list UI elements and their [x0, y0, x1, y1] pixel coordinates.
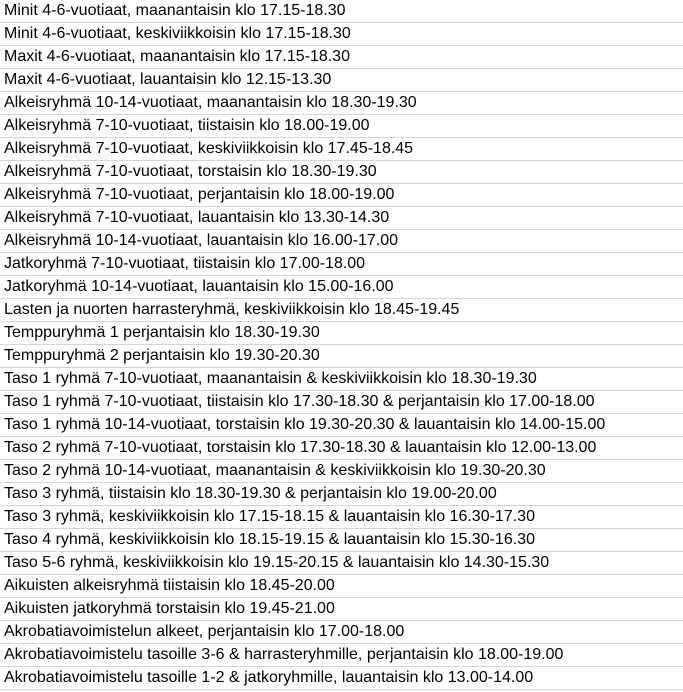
cell-text: Taso 2 ryhmä 7-10-vuotiaat, torstaisin klo 17.30-18.30 & lauantaisin klo 12.00-13.00: [4, 439, 597, 456]
cell-text: Akrobatiavoimistelun alkeet, perjantaisin klo 17.00-18.00: [4, 623, 405, 640]
table-row[interactable]: [0, 23, 683, 46]
table-row[interactable]: [0, 667, 683, 690]
table-row[interactable]: [0, 345, 683, 368]
cell-text: Taso 1 ryhmä 7-10-vuotiaat, maanantaisin & keskiviikkoisin klo 18.30-19.30: [4, 370, 537, 387]
table-row[interactable]: [0, 598, 683, 621]
table-row[interactable]: [0, 437, 683, 460]
table-row[interactable]: [0, 368, 683, 391]
cell-text: Alkeisryhmä 7-10-vuotiaat, lauantaisin klo 13.30-14.30: [4, 209, 390, 226]
table-row[interactable]: [0, 0, 683, 23]
table-row[interactable]: [0, 529, 683, 552]
cell-text: Minit 4-6-vuotiaat, keskiviikkoisin klo 17.15-18.30: [4, 25, 351, 42]
table-row[interactable]: [0, 207, 683, 230]
table-row[interactable]: [0, 391, 683, 414]
cell-text: Taso 2 ryhmä 10-14-vuotiaat, maanantaisin & keskiviikkoisin klo 19.30-20.30: [4, 462, 546, 479]
cell-text: Maxit 4-6-vuotiaat, lauantaisin klo 12.15-13.30: [4, 71, 332, 88]
table-row[interactable]: [0, 506, 683, 529]
table-row[interactable]: [0, 322, 683, 345]
cell-text: Akrobatiavoimistelu tasoille 3-6 & harrasteryhmille, perjantaisin klo 18.00-19.00: [4, 646, 564, 663]
cell-text: Jatkoryhmä 7-10-vuotiaat, tiistaisin klo 17.00-18.00: [4, 255, 366, 272]
table-row[interactable]: [0, 575, 683, 598]
table-row[interactable]: [0, 92, 683, 115]
cell-text: Aikuisten jatkoryhmä torstaisin klo 19.45-21.00: [4, 600, 335, 617]
table-row[interactable]: [0, 552, 683, 575]
cell-text: Jatkoryhmä 10-14-vuotiaat, lauantaisin klo 15.00-16.00: [4, 278, 394, 295]
table-row[interactable]: [0, 276, 683, 299]
cell-text: Akrobatiavoimistelu tasoille 1-2 & jatkoryhmille, lauantaisin klo 13.00-14.00: [4, 669, 534, 686]
table-row[interactable]: [0, 414, 683, 437]
cell-text: Taso 4 ryhmä, keskiviikkoisin klo 18.15-19.15 & lauantaisin klo 15.30-16.30: [4, 531, 535, 548]
table-row[interactable]: [0, 138, 683, 161]
table-row[interactable]: [0, 161, 683, 184]
cell-text: Temppuryhmä 2 perjantaisin klo 19.30-20.30: [4, 347, 320, 364]
table-row[interactable]: [0, 230, 683, 253]
cell-text: Minit 4-6-vuotiaat, maanantaisin klo 17.15-18.30: [4, 2, 346, 19]
table-row[interactable]: [0, 483, 683, 506]
cell-text: Lasten ja nuorten harrasteryhmä, keskiviikkoisin klo 18.45-19.45: [4, 301, 460, 318]
cell-text: Temppuryhmä 1 perjantaisin klo 18.30-19.30: [4, 324, 320, 341]
cell-text: Alkeisryhmä 10-14-vuotiaat, maanantaisin klo 18.30-19.30: [4, 94, 417, 111]
cell-text: Alkeisryhmä 7-10-vuotiaat, perjantaisin klo 18.00-19.00: [4, 186, 395, 203]
cell-text: Taso 3 ryhmä, tiistaisin klo 18.30-19.30 & perjantaisin klo 19.00-20.00: [4, 485, 497, 502]
cell-text: Maxit 4-6-vuotiaat, maanantaisin klo 17.15-18.30: [4, 48, 350, 65]
table-row[interactable]: [0, 115, 683, 138]
cell-text: Taso 5-6 ryhmä, keskiviikkoisin klo 19.15-20.15 & lauantaisin klo 14.30-15.30: [4, 554, 550, 571]
table-row[interactable]: [0, 69, 683, 92]
cell-text: Aikuisten alkeisryhmä tiistaisin klo 18.45-20.00: [4, 577, 335, 594]
table-row[interactable]: [0, 299, 683, 322]
cell-text: Taso 3 ryhmä, keskiviikkoisin klo 17.15-18.15 & lauantaisin klo 16.30-17.30: [4, 508, 535, 525]
table-row[interactable]: [0, 253, 683, 276]
cell-text: Alkeisryhmä 7-10-vuotiaat, keskiviikkoisin klo 17.45-18.45: [4, 140, 414, 157]
cell-text: Alkeisryhmä 7-10-vuotiaat, tiistaisin klo 18.00-19.00: [4, 117, 370, 134]
table-row[interactable]: [0, 621, 683, 644]
cell-text: Taso 1 ryhmä 7-10-vuotiaat, tiistaisin klo 17.30-18.30 & perjantaisin klo 17.00-18.00: [4, 393, 595, 410]
table-row[interactable]: [0, 46, 683, 69]
table-row[interactable]: [0, 184, 683, 207]
table-row[interactable]: [0, 460, 683, 483]
table-row[interactable]: [0, 644, 683, 667]
cell-text: Taso 1 ryhmä 10-14-vuotiaat, torstaisin klo 19.30-20.30 & lauantaisin klo 14.00-15.00: [4, 416, 606, 433]
cell-text: Alkeisryhmä 7-10-vuotiaat, torstaisin klo 18.30-19.30: [4, 163, 377, 180]
cell-text: Alkeisryhmä 10-14-vuotiaat, lauantaisin klo 16.00-17.00: [4, 232, 399, 249]
